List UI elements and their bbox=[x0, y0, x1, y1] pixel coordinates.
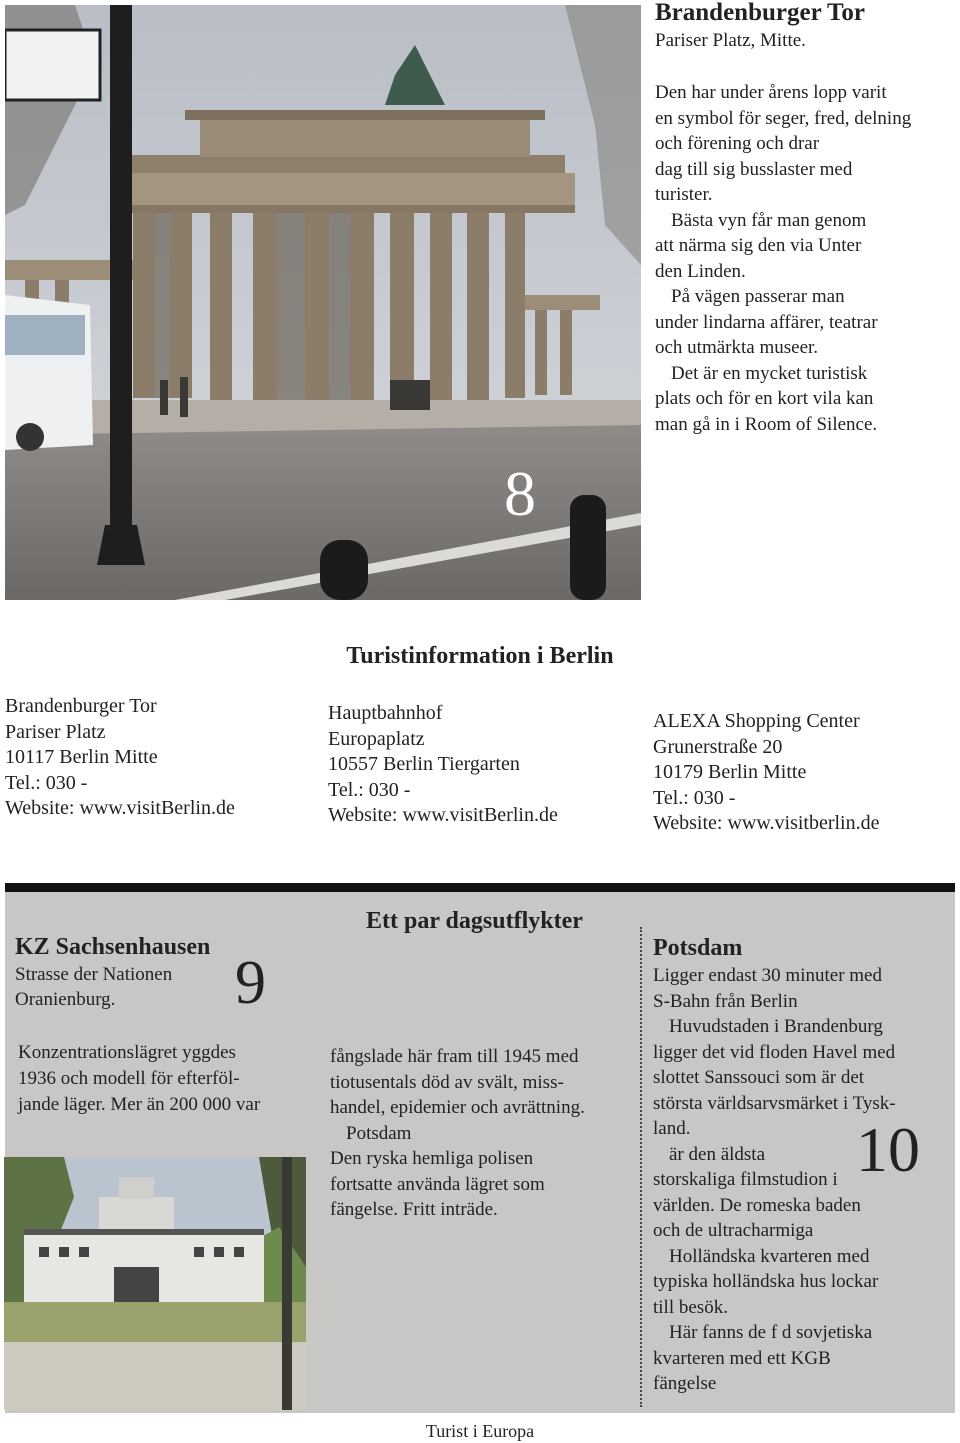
text-line: att närma sig den via Unter bbox=[655, 235, 862, 256]
text-line: Holländska kvarteren med bbox=[669, 1245, 870, 1267]
sachsenhausen-photo bbox=[4, 1157, 306, 1410]
text-line: typiska holländska hus lockar bbox=[653, 1271, 879, 1292]
day-trips-heading: Ett par dagsutflykter bbox=[366, 908, 583, 934]
info-street: Grunerstraße 20 bbox=[653, 735, 783, 758]
text-line: 1936 och modell för efterföl- bbox=[18, 1068, 240, 1089]
text-line: Potsdam bbox=[346, 1122, 412, 1144]
text-line: På vägen passerar man bbox=[671, 286, 845, 307]
page-number-10: 10 bbox=[856, 1114, 920, 1185]
info-name: Brandenburger Tor bbox=[5, 695, 157, 717]
text-line: S-Bahn från Berlin bbox=[653, 990, 798, 1012]
text-line: största världsarvsmärket i Tysk- bbox=[653, 1092, 896, 1114]
kz-address bbox=[15, 963, 172, 1012]
info-city: 10117 Berlin Mitte bbox=[5, 746, 158, 768]
page-number-8: 8 bbox=[504, 458, 536, 529]
text-line: kvarteren med ett KGB bbox=[653, 1347, 831, 1369]
info-website: Website: www.visitBerlin.de bbox=[328, 804, 558, 826]
text-line: världen. De romeska baden bbox=[653, 1194, 861, 1216]
text-line: och utmärkta museer. bbox=[655, 337, 819, 358]
text-line: fångslade här fram till 1945 med bbox=[330, 1046, 579, 1067]
column-divider bbox=[640, 927, 642, 1407]
text-line: Den har under årens lopp varit bbox=[655, 82, 887, 103]
text-line: Den ryska hemliga polisen bbox=[330, 1148, 534, 1169]
text-line: dag till sig busslaster med bbox=[655, 158, 853, 180]
text-line: jande läger. Mer än 200 000 var bbox=[18, 1094, 261, 1115]
text-line: ligger det vid floden Havel med bbox=[653, 1041, 896, 1063]
tourist-info-heading: Turistinformation i Berlin bbox=[346, 643, 614, 669]
kz-description bbox=[18, 1040, 260, 1118]
kz-street: Strasse der Nationen bbox=[15, 964, 173, 985]
text-line: Här fanns de f d sovjetiska bbox=[669, 1322, 873, 1343]
text-line: Huvudstaden i Brandenburg bbox=[669, 1016, 883, 1037]
text-line: och de ultracharmiga bbox=[653, 1220, 814, 1241]
text-line: och förening och drar bbox=[655, 133, 820, 154]
info-city: 10179 Berlin Mitte bbox=[653, 761, 807, 783]
info-name: ALEXA Shopping Center bbox=[653, 710, 860, 732]
kz-title: KZ Sachsenhausen bbox=[15, 934, 211, 960]
info-column-brandenburger-tor bbox=[5, 694, 235, 822]
info-city: 10557 Berlin Tiergarten bbox=[328, 753, 520, 775]
info-name: Hauptbahnhof bbox=[328, 702, 443, 724]
text-line: under lindarna affärer, teatrar bbox=[655, 311, 878, 333]
footer-publication: Turist i Europa bbox=[425, 1421, 535, 1441]
text-line: den Linden. bbox=[655, 260, 746, 282]
text-line: storskaliga filmstudion i bbox=[653, 1169, 838, 1190]
text-line: slottet Sanssouci som är det bbox=[653, 1067, 865, 1088]
text-line: fängelse bbox=[653, 1373, 717, 1394]
text-line: till besök. bbox=[653, 1296, 728, 1318]
info-phone: Tel.: 030 - bbox=[5, 771, 88, 794]
kz-city: Oranienburg. bbox=[15, 988, 116, 1010]
page-number-9: 9 bbox=[235, 949, 266, 1017]
brandenburg-address: Pariser Platz, Mitte. bbox=[655, 30, 806, 51]
text-line: land. bbox=[653, 1118, 691, 1139]
text-line: Konzentrationslägret yggdes bbox=[18, 1042, 236, 1063]
info-street: Pariser Platz bbox=[5, 720, 106, 743]
text-line: en symbol för seger, fred, delning bbox=[655, 107, 912, 129]
info-street: Europaplatz bbox=[328, 727, 425, 750]
text-line: man gå in i Room of Silence. bbox=[655, 413, 878, 435]
text-line: fortsatte använda lägret som bbox=[330, 1173, 545, 1195]
day-trips-text bbox=[330, 1044, 585, 1223]
text-line: Det är en mycket turistisk bbox=[671, 362, 868, 384]
info-website: Website: www.visitBerlin.de bbox=[5, 797, 235, 819]
text-line: Ligger endast 30 minuter med bbox=[653, 965, 882, 986]
text-line: handel, epidemier och avrättning. bbox=[330, 1097, 585, 1118]
text-line: turister. bbox=[655, 184, 713, 205]
text-line: Bästa vyn får man genom bbox=[671, 209, 867, 231]
text-line: fängelse. Fritt inträde. bbox=[330, 1199, 498, 1220]
text-line: är den äldsta bbox=[669, 1143, 766, 1165]
info-column-hauptbahnhof bbox=[328, 701, 558, 829]
info-phone: Tel.: 030 - bbox=[328, 778, 411, 801]
info-website: Website: www.visitberlin.de bbox=[653, 812, 880, 834]
info-phone: Tel.: 030 - bbox=[653, 786, 736, 809]
brandenburg-title: Brandenburger Tor bbox=[655, 0, 865, 26]
text-line: tiotusentals död av svält, miss- bbox=[330, 1071, 564, 1093]
brandenburg-description bbox=[655, 80, 955, 437]
panel-top-border bbox=[5, 883, 955, 892]
potsdam-title: Potsdam bbox=[653, 935, 743, 961]
info-column-alexa bbox=[653, 709, 880, 837]
text-line: plats och för en kort vila kan bbox=[655, 388, 874, 409]
brandenburg-gate-photo bbox=[5, 5, 641, 600]
